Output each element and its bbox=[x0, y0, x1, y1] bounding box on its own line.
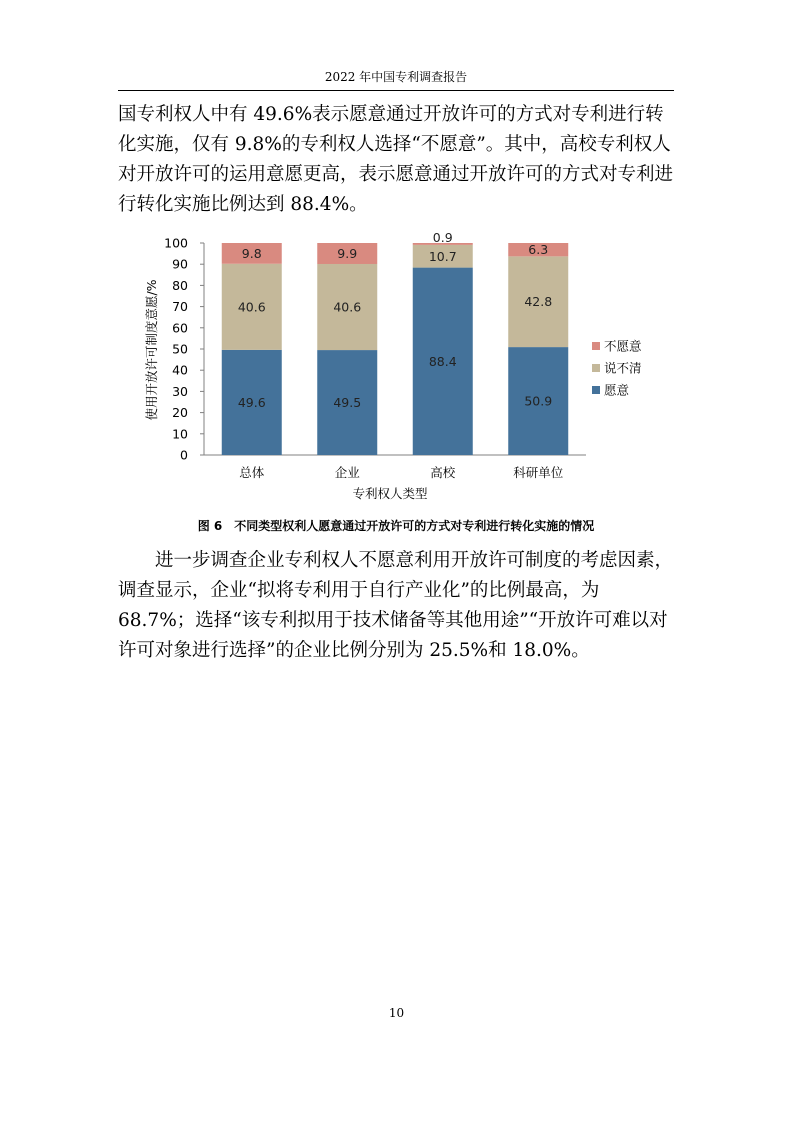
y-tick-label: 20 bbox=[172, 405, 188, 421]
data-label: 49.5 bbox=[333, 395, 362, 411]
data-label: 10.7 bbox=[428, 248, 457, 264]
legend bbox=[592, 339, 642, 398]
x-axis-title: 专利权人类型 bbox=[352, 486, 428, 501]
legend-swatch bbox=[592, 386, 600, 394]
legend-label: 愿意 bbox=[604, 382, 630, 398]
x-category-label: 总体 bbox=[239, 465, 265, 480]
data-label: 40.6 bbox=[237, 299, 266, 315]
y-tick-label: 100 bbox=[164, 235, 188, 251]
y-tick-label: 70 bbox=[172, 299, 188, 315]
x-category-label: 企业 bbox=[334, 465, 360, 480]
data-label: 9.8 bbox=[241, 245, 262, 261]
x-category-labels bbox=[239, 465, 564, 480]
data-label: 42.8 bbox=[524, 294, 553, 310]
data-label: 40.6 bbox=[333, 299, 362, 315]
running-header: 2022 年中国专利调查报告 bbox=[324, 70, 468, 84]
y-tick-label: 50 bbox=[172, 341, 188, 357]
x-category-label: 科研单位 bbox=[513, 465, 564, 480]
y-tick-label: 80 bbox=[172, 277, 188, 293]
legend-swatch bbox=[592, 364, 600, 372]
legend-label: 说不清 bbox=[604, 360, 642, 376]
body-paragraph-2: 进一步调查企业专利权人不愿意利用开放许可制度的考虑因素，调查显示，企业“拟将专利用于自行产业化”的比例最高，为 68.7%；选择“该专利拟用于技术储备等其他用途”“开放许可难以对许可对象进行选择”的企业比例分别为 25.5%和 18.0%。 bbox=[118, 550, 674, 661]
y-tick-label: 30 bbox=[172, 383, 188, 399]
data-label: 9.9 bbox=[337, 245, 358, 261]
header-rule bbox=[118, 90, 674, 91]
data-label: 50.9 bbox=[524, 393, 553, 409]
data-label: 49.6 bbox=[237, 394, 266, 410]
legend-swatch bbox=[592, 342, 600, 350]
data-label: 6.3 bbox=[528, 242, 549, 258]
legend-label: 不愿意 bbox=[604, 338, 642, 354]
y-tick-label: 10 bbox=[172, 426, 188, 442]
y-tick-label: 40 bbox=[172, 362, 188, 378]
y-tick-label: 60 bbox=[172, 320, 188, 336]
figure-caption: 图 6 不同类型权利人愿意通过开放许可的方式对专利进行转化实施的情况 bbox=[197, 519, 595, 533]
y-tick-label: 0 bbox=[180, 447, 188, 463]
y-axis-title: 使用开放许可制度意愿/% bbox=[144, 279, 159, 421]
page-number: 10 bbox=[388, 1006, 405, 1020]
data-label: 88.4 bbox=[428, 353, 457, 369]
x-category-label: 高校 bbox=[430, 465, 456, 480]
stacked-bar-chart bbox=[140, 228, 660, 510]
y-tick-label: 90 bbox=[172, 256, 188, 272]
body-paragraph-1: 国专利权人中有 49.6%表示愿意通过开放许可的方式对专利进行转化实施，仅有 9.8%的专利权人选择“不愿意”。其中，高校专利权人对开放许可的运用意愿更高，表示愿意通过开放许可的方式对专利进行转化实施比例达到 88.4%。 bbox=[118, 104, 674, 215]
bars bbox=[222, 230, 569, 455]
data-label: 0.9 bbox=[432, 230, 453, 245]
